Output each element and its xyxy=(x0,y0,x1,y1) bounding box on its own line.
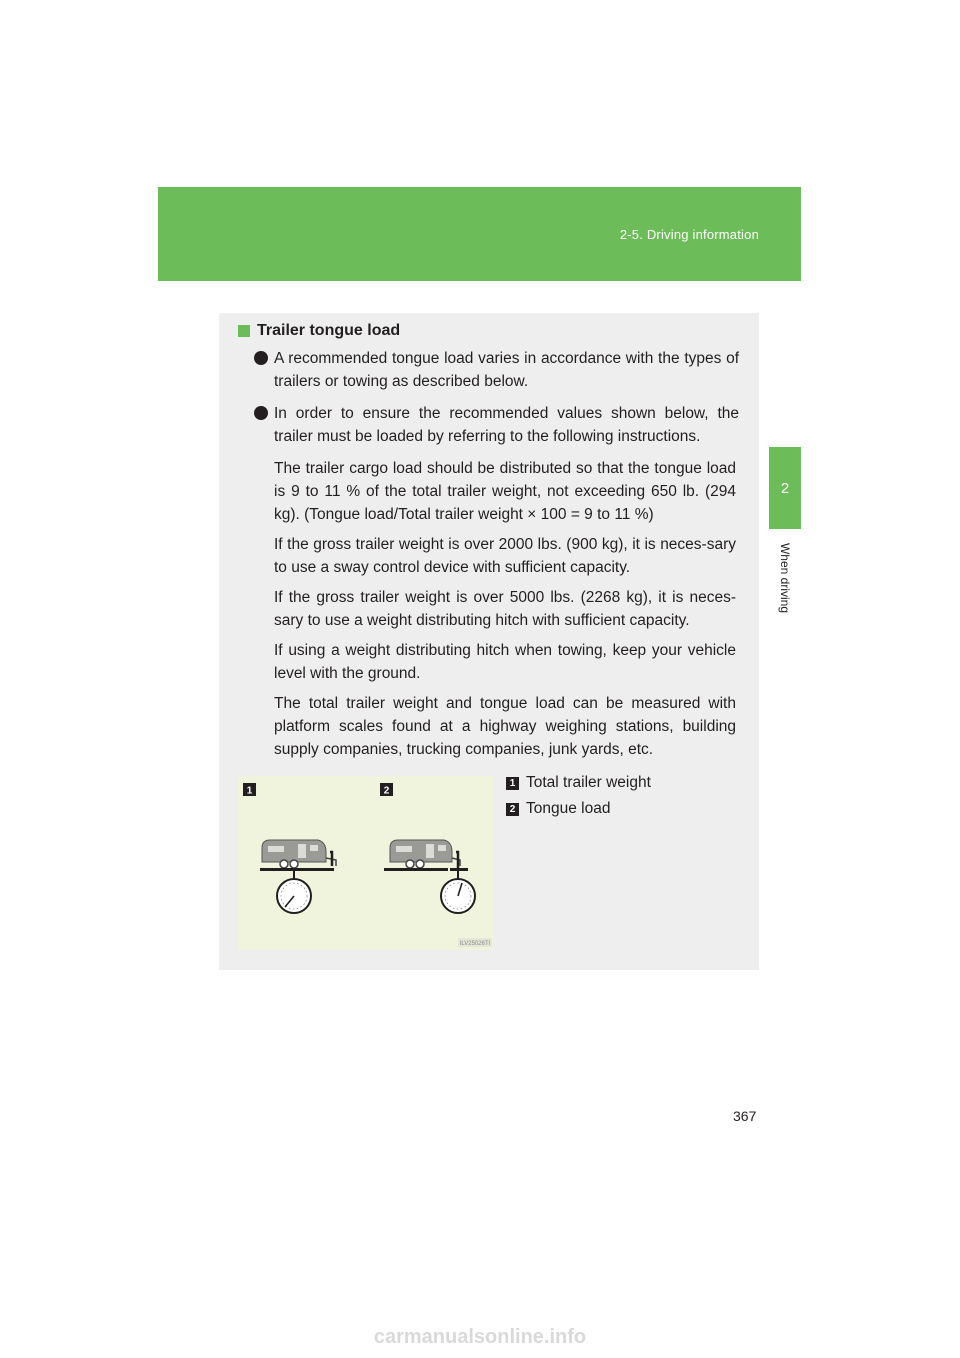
legend-number: 1 xyxy=(506,777,519,790)
paragraph: The total trailer weight and tongue load can be measured with platform scales found at a highway weighing stations, building supply companies, trucking companies, junk yards, etc. xyxy=(274,695,736,758)
bullet-dot-icon xyxy=(254,406,268,420)
square-bullet-icon xyxy=(238,325,250,337)
paragraph: The trailer cargo load should be distributed so that the tongue load is 9 to 11 % of the total trailer weight, not exceeding 650 lb. (294 kg). (Tongue load/Total trailer weight × 100 = 9 to 11 %) xyxy=(274,460,736,523)
page-number: 367 xyxy=(733,1108,757,1124)
trailer-scale-illustration xyxy=(238,776,494,950)
scale-platform xyxy=(260,868,334,871)
header-band xyxy=(158,187,801,281)
bullet-dot-icon xyxy=(254,351,268,365)
section-title-row xyxy=(238,322,400,340)
content-panel xyxy=(219,313,759,970)
chapter-title: When driving xyxy=(778,542,792,614)
paragraph: If the gross trailer weight is over 5000 lbs. (2268 kg), it is neces-sary to use a weight distributing hitch with sufficient capacity. xyxy=(274,589,736,629)
legend-label: Tongue load xyxy=(526,800,611,817)
legend-label: Total trailer weight xyxy=(526,774,651,791)
legend-item xyxy=(506,796,651,822)
paragraph: If using a weight distributing hitch when towing, keep your vehicle level with the ground. xyxy=(274,642,736,682)
watermark: carmanualsonline.info xyxy=(373,1326,587,1348)
scale-dial-icon xyxy=(441,879,475,913)
chapter-number: 2 xyxy=(780,479,790,497)
trailer-scale-drawing xyxy=(238,776,494,950)
figure-legend xyxy=(506,770,651,822)
trailer-icon xyxy=(390,840,460,868)
bullet-text: A recommended tongue load varies in accordance with the types of trailers or towing as described below. xyxy=(274,350,739,390)
trailer-icon xyxy=(262,840,336,868)
legend-number: 2 xyxy=(506,803,519,816)
scale-dial-icon xyxy=(277,879,311,913)
bullet-text: In order to ensure the recommended values shown below, the trailer must be loaded by referring to the following instructions. xyxy=(274,405,739,445)
bullet-item xyxy=(254,347,739,393)
section-title: Trailer tongue load xyxy=(257,322,401,339)
bullet-item xyxy=(254,402,739,448)
figure-code: ILV25026TI xyxy=(459,941,491,947)
paragraph: If the gross trailer weight is over 2000 lbs. (900 kg), it is neces-sary to use a sway control device with sufficient capacity. xyxy=(274,536,736,576)
badge-number: 1 xyxy=(246,785,253,797)
ground-line xyxy=(384,868,448,871)
chapter-tab xyxy=(769,447,801,529)
badge-number: 2 xyxy=(383,785,390,797)
section-header: 2-5. Driving information xyxy=(619,227,759,242)
scale-platform xyxy=(450,868,468,871)
legend-item xyxy=(506,770,651,796)
